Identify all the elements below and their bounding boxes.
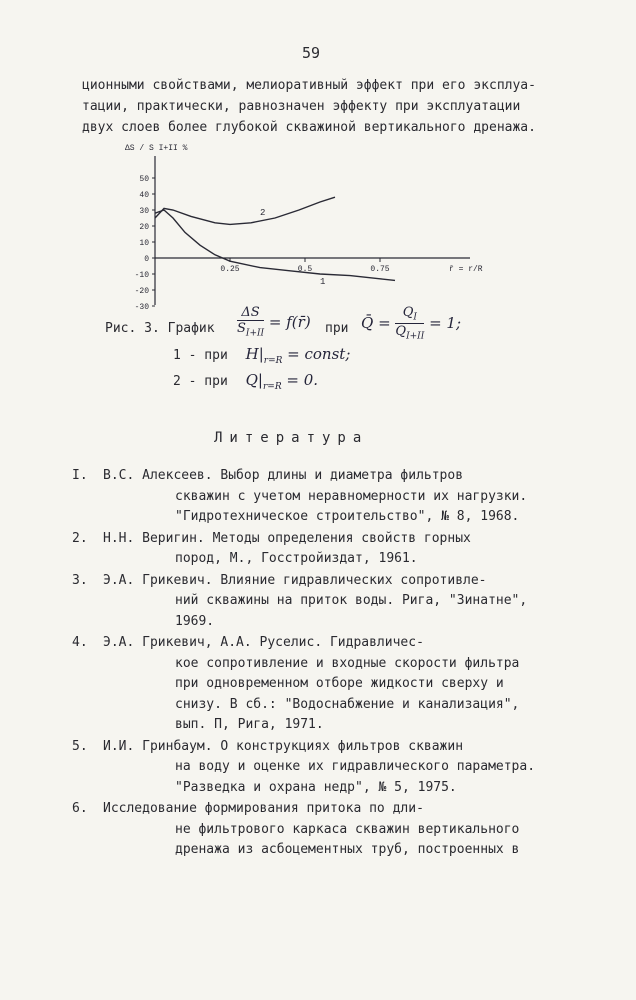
y-tick-label: 0 — [144, 255, 149, 264]
caption-at: при — [325, 321, 349, 336]
y-tick-label: 50 — [139, 175, 149, 184]
y-tick-label: 40 — [139, 191, 149, 200]
reference-line: Э.А. Грикевич. Влияние гидравлических сопротивле- — [103, 572, 487, 588]
y-tick-label: 20 — [139, 223, 149, 232]
reference-line: 1969. — [175, 613, 215, 629]
caption-condition: Q̄ = $\frac{Q_I}{Q_{I+II}}$ = 1; — [361, 305, 462, 342]
caption-case2-formula: $Q|_{r=R} = 0$. — [245, 371, 319, 392]
reference-number: 3. — [72, 572, 88, 588]
reference-list — [72, 466, 572, 862]
reference-line: дренажа из асбоцементных труб, построенных в — [175, 842, 520, 857]
reference-item — [72, 529, 572, 570]
reference-number: I. — [72, 468, 88, 483]
literature-heading: Литература — [214, 430, 369, 446]
y-tick-label: 30 — [139, 207, 149, 216]
caption-case1-label: 1 - при — [173, 348, 228, 363]
caption-prefix: Рис. 3. График — [105, 321, 215, 336]
x-tick-label: 0.25 — [220, 265, 240, 274]
y-tick-label: -20 — [134, 287, 149, 296]
reference-item — [72, 633, 572, 736]
paragraph-line: ционными свойствами, мелиоративный эффект при его эксплуа- — [82, 78, 536, 93]
series-line-1 — [155, 207, 395, 280]
reference-line: И.И. Гринбаум. О конструкциях фильтров скважин — [103, 738, 464, 754]
reference-item — [72, 571, 572, 633]
reference-item — [72, 466, 572, 528]
paragraph-line: двух слоев более глубокой скважиной вертикального дренажа. — [82, 120, 536, 135]
reference-line: пород, М., Госстройиздат, 1961. — [175, 551, 418, 566]
reference-line: на воду и оценке их гидравлического параметра. — [175, 759, 536, 774]
reference-line: Н.Н. Веригин. Методы определения свойств горных — [103, 530, 471, 546]
reference-number: 6. — [72, 801, 88, 816]
reference-item — [72, 737, 572, 799]
x-axis-label: r̄ = r/R — [449, 265, 483, 274]
reference-line: при одновременном отборе жидкости сверху и — [175, 676, 504, 691]
reference-line: В.С. Алексеев. Выбор длины и диаметра фильтров — [103, 468, 464, 483]
reference-number: 2. — [72, 530, 88, 546]
reference-line: не фильтрового каркаса скважин вертикального — [175, 821, 520, 837]
reference-line: "Разведка и охрана недр", № 5, 1975. — [175, 779, 457, 795]
caption-formula: $\frac{\Delta S}{S_{I+II}}$ = f(r̄) — [237, 305, 311, 339]
reference-line: ний скважины на приток воды. Рига, "Зинатне", — [175, 593, 528, 608]
reference-line: скважин с учетом неравномерности их нагрузки. — [175, 488, 528, 504]
reference-line: кое сопротивление и входные скорости фильтра — [175, 655, 520, 671]
reference-line: снизу. В сб.: "Водоснабжение и канализация", — [175, 696, 520, 712]
page-number: 59 — [302, 44, 321, 62]
y-tick-label: 10 — [139, 239, 149, 248]
reference-line: Исследование формирования притока по дли- — [103, 801, 424, 816]
reference-line: Э.А. Грикевич, А.А. Руселис. Гидравличес- — [103, 635, 424, 650]
y-tick-label: -30 — [134, 303, 149, 312]
series-label: 1 — [320, 277, 326, 287]
reference-item — [72, 799, 572, 861]
reference-line: вып. П, Рига, 1971. — [175, 717, 324, 732]
intro-paragraph — [82, 75, 562, 138]
series-line-2 — [155, 197, 335, 224]
caption-case1-formula: $H|_{r=R}$ = const; — [245, 345, 351, 366]
reference-number: 4. — [72, 635, 88, 650]
y-axis-label: ΔS / S I+II % — [125, 144, 188, 153]
y-tick-label: -10 — [134, 271, 149, 280]
figure-chart — [100, 140, 500, 312]
reference-line: "Гидротехническое строительство", № 8, 1968. — [175, 509, 520, 524]
reference-number: 5. — [72, 738, 88, 754]
x-tick-label: 0.75 — [370, 265, 390, 274]
series-label: 2 — [260, 207, 266, 218]
caption-case2-label: 2 - при — [173, 374, 228, 389]
paragraph-line: тации, практически, равнозначен эффекту при эксплуатации — [82, 99, 521, 114]
x-tick-label: 0.5 — [297, 265, 313, 274]
